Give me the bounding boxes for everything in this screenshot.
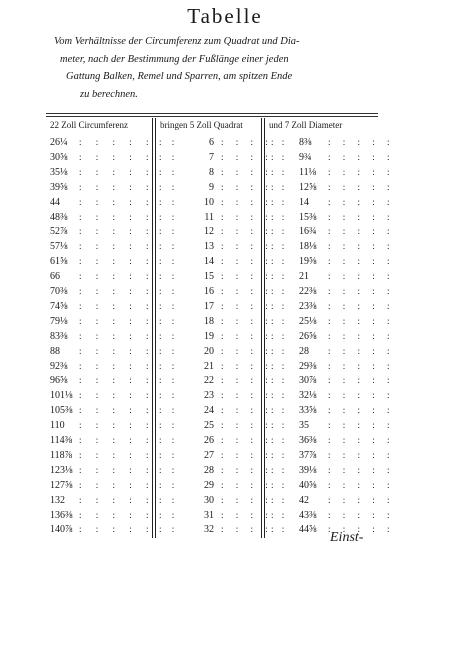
leader-dots: : : : : : <box>328 286 395 296</box>
diameter-value: 9¾ <box>299 151 312 163</box>
diameter-value: 28 <box>299 345 309 357</box>
diameter-value: 8⅜ <box>299 137 312 148</box>
leader-dots: : : : : : <box>328 509 395 520</box>
leader-dots: : : : : : <box>79 375 155 386</box>
circumference-value: 105⅜ <box>50 405 73 417</box>
quadrat-value: 11 <box>204 211 214 223</box>
leader-dots: : : <box>271 226 288 237</box>
table-row <box>46 330 395 346</box>
leader-dots: : : : : : <box>328 479 395 490</box>
circumference-value: 52⅞ <box>50 226 68 238</box>
diameter-value: 26⅝ <box>299 330 317 342</box>
leader-dots: : : <box>159 241 179 252</box>
table-row <box>46 435 395 450</box>
page-subtitle <box>54 33 384 103</box>
leader-dots: : : : : <box>221 509 273 520</box>
leader-dots: : : <box>159 226 179 237</box>
diameter-value: 33⅝ <box>299 405 317 417</box>
leader-dots: : : : : <box>221 226 273 237</box>
table-row <box>46 449 395 465</box>
leader-dots: : : <box>271 241 288 252</box>
leader-dots: : : : : <box>221 166 273 177</box>
diameter-value: 29⅜ <box>299 360 317 372</box>
table-row <box>46 166 395 182</box>
leader-dots: : : <box>159 449 179 460</box>
leader-dots: : : <box>271 464 288 475</box>
leader-dots: : : : : <box>221 464 273 475</box>
column-header-circumference: 22 Zoll Circumferenz <box>50 120 128 130</box>
diameter-value: 21 <box>299 271 309 283</box>
leader-dots: : : : : : <box>328 494 395 505</box>
diameter-value: 43⅜ <box>299 509 317 521</box>
leader-dots: : : <box>159 330 179 341</box>
leader-dots: : : : : : <box>79 271 155 282</box>
leader-dots: : : : : : <box>328 420 395 431</box>
leader-dots: : : <box>159 286 179 296</box>
leader-dots: : : <box>271 151 288 162</box>
quadrat-value: 26 <box>204 435 214 446</box>
diameter-value: 18⅛ <box>299 241 317 253</box>
diameter-value: 39⅛ <box>299 464 317 476</box>
leader-dots: : : <box>159 256 179 267</box>
table-rule <box>46 113 378 114</box>
leader-dots: : : : : : <box>328 315 395 326</box>
quadrat-value: 25 <box>204 420 214 432</box>
diameter-value: 12⅝ <box>299 181 317 193</box>
circumference-value: 74⅝ <box>50 300 68 312</box>
table-rule <box>46 116 378 117</box>
circumference-value: 110 <box>50 420 65 432</box>
leader-dots: : : <box>159 494 179 505</box>
leader-dots: : : <box>271 345 288 356</box>
table-row <box>46 375 395 390</box>
quadrat-value: 12 <box>204 226 214 238</box>
leader-dots: : : <box>159 405 179 416</box>
quadrat-value: 31 <box>204 509 214 521</box>
table-row <box>46 315 395 331</box>
leader-dots: : : <box>159 181 179 192</box>
quadrat-value: 29 <box>204 479 214 491</box>
diameter-value: 36⅜ <box>299 435 317 446</box>
circumference-value: 57⅛ <box>50 241 68 253</box>
leader-dots: : : : : <box>221 494 273 505</box>
leader-dots: : : <box>159 196 179 207</box>
leader-dots: : : <box>271 390 288 401</box>
leader-dots: : : <box>159 137 179 147</box>
table-row <box>46 360 395 376</box>
leader-dots: : : : : : <box>328 166 395 177</box>
quadrat-value: 24 <box>204 405 214 417</box>
column-header-diameter: und 7 Zoll Diameter <box>269 120 343 130</box>
leader-dots: : : : : : <box>79 241 155 252</box>
subtitle-line: meter, nach der Bestimmung der Fußlänge einer jeden <box>60 53 289 65</box>
leader-dots: : : : : <box>221 479 273 490</box>
leader-dots: : : <box>271 509 288 520</box>
leader-dots: : : : : : <box>79 479 155 490</box>
diameter-value: 32⅛ <box>299 390 317 402</box>
circumference-value: 79⅛ <box>50 315 68 327</box>
diameter-value: 35 <box>299 420 309 432</box>
leader-dots: : : : : <box>221 435 273 445</box>
leader-dots: : : <box>159 420 179 431</box>
leader-dots: : : : : : <box>79 420 155 431</box>
leader-dots: : : : : <box>221 196 273 207</box>
table-row <box>46 509 395 525</box>
quadrat-value: 16 <box>204 286 214 297</box>
leader-dots: : : : : <box>221 137 273 147</box>
leader-dots: : : : : <box>221 330 273 341</box>
diameter-value: 42 <box>299 494 309 506</box>
leader-dots: : : : : : <box>79 524 155 535</box>
leader-dots: : : : : : <box>79 196 155 207</box>
circumference-value: 48⅜ <box>50 211 68 223</box>
leader-dots: : : <box>159 211 179 222</box>
leader-dots: : : <box>271 449 288 460</box>
leader-dots: : : : : <box>221 315 273 326</box>
leader-dots: : : : : : <box>79 464 155 475</box>
leader-dots: : : <box>271 405 288 416</box>
catchword: Einst- <box>330 530 364 545</box>
leader-dots: : : : : : <box>79 509 155 520</box>
leader-dots: : : : : <box>221 405 273 416</box>
leader-dots: : : <box>159 524 179 535</box>
leader-dots: : : : : : <box>328 360 395 371</box>
leader-dots: : : : : : <box>79 360 155 371</box>
leader-dots: : : : : : <box>79 300 155 311</box>
leader-dots: : : <box>159 151 179 162</box>
circumference-value: 123⅛ <box>50 464 73 476</box>
leader-dots: : : : : : <box>328 271 395 282</box>
leader-dots: : : : : : <box>328 375 395 386</box>
leader-dots: : : : : : <box>79 494 155 505</box>
diameter-value: 22⅜ <box>299 286 317 297</box>
quadrat-value: 20 <box>204 345 214 357</box>
quadrat-value: 23 <box>204 390 214 402</box>
leader-dots: : : : : : <box>328 524 395 535</box>
quadrat-value: 6 <box>209 137 214 148</box>
leader-dots: : : : : : <box>328 390 395 401</box>
leader-dots: : : : : <box>221 300 273 311</box>
leader-dots: : : : : : <box>328 211 395 222</box>
leader-dots: : : : : <box>221 449 273 460</box>
table-row <box>46 286 395 301</box>
leader-dots: : : : : : <box>328 449 395 460</box>
quadrat-value: 17 <box>204 300 214 312</box>
leader-dots: : : <box>159 479 179 490</box>
leader-dots: : : <box>271 435 288 445</box>
leader-dots: : : : : : <box>79 256 155 267</box>
circumference-value: 30⅝ <box>50 151 68 163</box>
diameter-value: 44⅝ <box>299 524 317 536</box>
leader-dots: : : : : : <box>328 151 395 162</box>
leader-dots: : : <box>159 509 179 520</box>
leader-dots: : : : : : <box>79 137 155 147</box>
leader-dots: : : <box>159 435 179 445</box>
quadrat-value: 21 <box>204 360 214 372</box>
leader-dots: : : : : : <box>79 330 155 341</box>
quadrat-value: 8 <box>209 166 214 178</box>
diameter-value: 15⅜ <box>299 211 317 223</box>
subtitle-line: Gattung Balken, Remel und Sparren, am spitzen Ende <box>66 71 293 82</box>
leader-dots: : : : : <box>221 524 273 535</box>
table-row <box>46 524 395 539</box>
leader-dots: : : <box>159 271 179 282</box>
table-row <box>46 464 395 480</box>
leader-dots: : : : : : <box>328 464 395 475</box>
leader-dots: : : : : : <box>79 449 155 460</box>
circumference-value: 70⅜ <box>50 286 68 297</box>
table-row <box>46 211 395 227</box>
leader-dots: : : : : : <box>328 181 395 192</box>
leader-dots: : : <box>271 524 288 535</box>
leader-dots: : : : : <box>221 420 273 431</box>
diameter-value: 19⅝ <box>299 256 317 268</box>
quadrat-value: 22 <box>204 375 214 387</box>
leader-dots: : : <box>271 256 288 267</box>
diameter-value: 23⅜ <box>299 300 317 312</box>
circumference-value: 96⅝ <box>50 375 68 387</box>
subtitle-line: zu berechnen. <box>80 88 138 100</box>
table-row <box>46 494 395 510</box>
circumference-value: 136⅜ <box>50 509 73 521</box>
table-row <box>46 181 395 197</box>
leader-dots: : : <box>159 464 179 475</box>
diameter-value: 14 <box>299 196 309 208</box>
leader-dots: : : : : : <box>328 256 395 267</box>
leader-dots: : : : : <box>221 345 273 356</box>
leader-dots: : : : : : <box>328 226 395 237</box>
diameter-value: 11⅛ <box>299 166 317 178</box>
quadrat-value: 15 <box>204 271 214 283</box>
leader-dots: : : <box>271 315 288 326</box>
leader-dots: : : : : <box>221 151 273 162</box>
subtitle-line: Vom Verhältnisse der Circumferenz zum Quadrat und Dia- <box>54 36 300 47</box>
page-title: Tabelle <box>187 4 263 28</box>
leader-dots: : : : : <box>221 181 273 192</box>
leader-dots: : : : : <box>221 211 273 222</box>
table-row <box>46 479 395 495</box>
leader-dots: : : <box>159 300 179 311</box>
leader-dots: : : <box>271 181 288 192</box>
quadrat-value: 27 <box>204 449 214 461</box>
circumference-value: 61⅝ <box>50 256 68 268</box>
leader-dots: : : <box>271 360 288 371</box>
circumference-value: 66 <box>50 271 60 283</box>
leader-dots: : : : : : <box>79 211 155 222</box>
leader-dots: : : : : : <box>328 405 395 416</box>
circumference-value: 83⅜ <box>50 330 68 342</box>
leader-dots: : : : : <box>221 271 273 282</box>
table-row <box>46 151 395 167</box>
leader-dots: : : : : : <box>79 390 155 401</box>
diameter-value: 37⅞ <box>299 449 317 461</box>
diameter-value: 16¾ <box>299 226 317 238</box>
quadrat-value: 10 <box>204 196 214 208</box>
leader-dots: : : <box>159 360 179 371</box>
table-row <box>46 137 395 152</box>
table-row <box>46 390 395 405</box>
diameter-value: 30⅞ <box>299 375 317 387</box>
circumference-value: 92⅜ <box>50 360 68 372</box>
leader-dots: : : <box>271 420 288 431</box>
leader-dots: : : <box>271 375 288 386</box>
leader-dots: : : : : : <box>79 151 155 162</box>
table-row <box>46 345 395 361</box>
circumference-value: 140⅞ <box>50 524 73 536</box>
table-row <box>46 420 395 435</box>
circumference-value: 35⅛ <box>50 166 68 178</box>
leader-dots: : : <box>271 286 288 296</box>
leader-dots: : : : : : <box>328 435 395 445</box>
leader-dots: : : : : : <box>79 345 155 356</box>
diameter-value: 40⅝ <box>299 479 317 491</box>
column-header-quadrat: bringen 5 Zoll Quadrat <box>160 120 243 130</box>
quadrat-value: 9 <box>209 181 214 193</box>
leader-dots: : : <box>271 137 288 147</box>
leader-dots: : : <box>271 300 288 311</box>
quadrat-value: 13 <box>204 241 214 253</box>
leader-dots: : : <box>159 375 179 386</box>
leader-dots: : : : : : <box>328 330 395 341</box>
leader-dots: : : <box>159 315 179 326</box>
circumference-value: 118⅞ <box>50 449 73 461</box>
table-row <box>46 226 395 241</box>
quadrat-value: 32 <box>204 524 214 536</box>
leader-dots: : : : : <box>221 360 273 371</box>
circumference-value: 44 <box>50 196 60 208</box>
circumference-value: 26¼ <box>50 137 68 148</box>
leader-dots: : : <box>159 345 179 356</box>
table-row <box>46 405 395 420</box>
leader-dots: : : : : : <box>328 196 395 207</box>
circumference-value: 101⅛ <box>50 390 73 402</box>
leader-dots: : : : : <box>221 241 273 252</box>
table-row <box>46 300 395 316</box>
table-row <box>46 241 395 256</box>
circumference-value: 114⅜ <box>50 435 73 446</box>
leader-dots: : : <box>271 166 288 177</box>
leader-dots: : : : : <box>221 390 273 401</box>
leader-dots: : : : : <box>221 256 273 267</box>
leader-dots: : : : : : <box>79 286 155 296</box>
quadrat-value: 19 <box>204 330 214 342</box>
leader-dots: : : <box>271 196 288 207</box>
leader-dots: : : : : : <box>79 181 155 192</box>
quadrat-value: 14 <box>204 256 214 268</box>
leader-dots: : : : : : <box>328 137 395 147</box>
table-row <box>46 271 395 286</box>
circumference-value: 39⅝ <box>50 181 68 193</box>
leader-dots: : : : : : <box>328 300 395 311</box>
leader-dots: : : <box>159 390 179 401</box>
quadrat-value: 7 <box>209 151 214 163</box>
quadrat-value: 30 <box>204 494 214 506</box>
quadrat-value: 28 <box>204 464 214 476</box>
table-row <box>46 196 395 212</box>
leader-dots: : : : : : <box>79 435 155 445</box>
leader-dots: : : <box>271 330 288 341</box>
leader-dots: : : <box>271 211 288 222</box>
table-row <box>46 256 395 271</box>
leader-dots: : : : : : <box>328 345 395 356</box>
leader-dots: : : <box>271 271 288 282</box>
leader-dots: : : : : : <box>79 315 155 326</box>
leader-dots: : : : : <box>221 375 273 386</box>
leader-dots: : : : : : <box>328 241 395 252</box>
circumference-value: 132 <box>50 494 65 506</box>
leader-dots: : : <box>159 166 179 177</box>
diameter-value: 25⅛ <box>299 315 317 327</box>
circumference-value: 88 <box>50 345 60 357</box>
leader-dots: : : : : : <box>79 405 155 416</box>
circumference-value: 127⅝ <box>50 479 73 491</box>
leader-dots: : : : : : <box>79 166 155 177</box>
leader-dots: : : <box>271 479 288 490</box>
leader-dots: : : <box>271 494 288 505</box>
leader-dots: : : : : : <box>79 226 155 237</box>
leader-dots: : : : : <box>221 286 273 296</box>
quadrat-value: 18 <box>204 315 214 327</box>
